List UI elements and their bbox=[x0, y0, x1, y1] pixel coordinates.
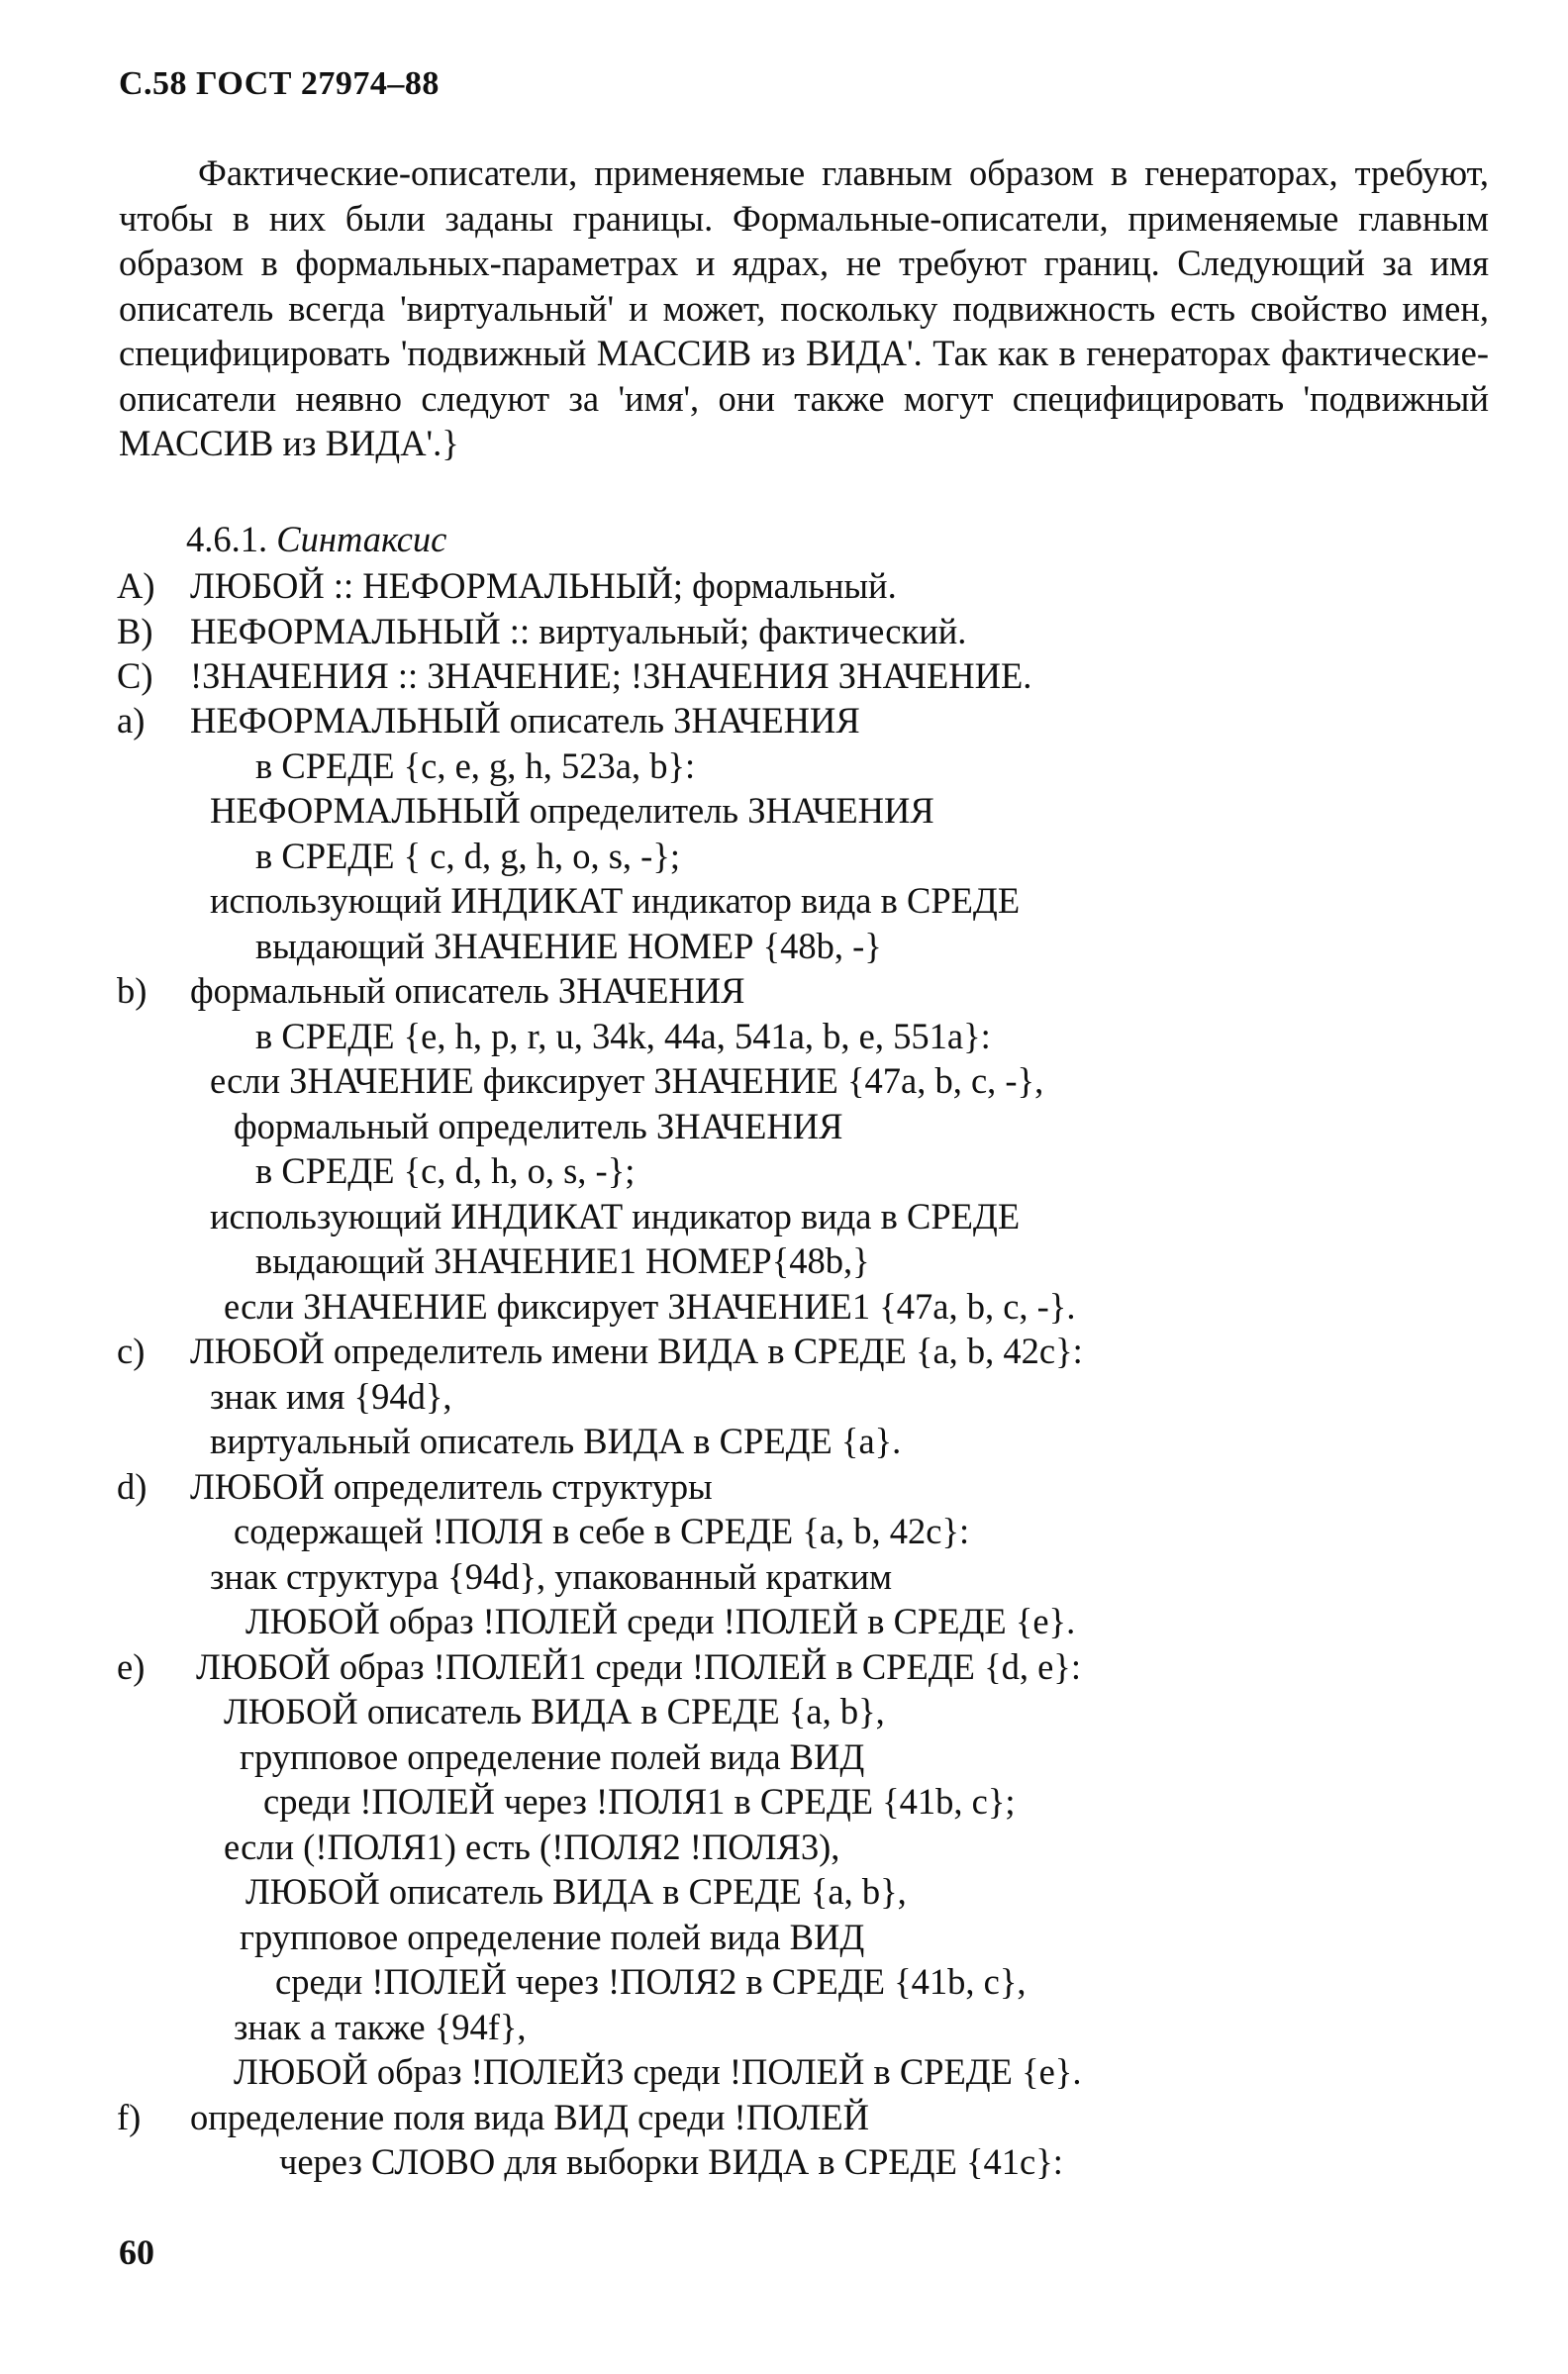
rule-label-c: c) bbox=[117, 1331, 146, 1371]
rule-b-line: если ЗНАЧЕНИЕ фиксирует ЗНАЧЕНИЕ1 {47a, b, c, -}. bbox=[224, 1286, 1076, 1327]
rule-e-line: ЛЮБОЙ описатель ВИДА в СРЕДЕ {a, b}, bbox=[224, 1691, 885, 1731]
rule-label-e: e) bbox=[117, 1646, 146, 1687]
rule-b-line: формальный определитель ЗНАЧЕНИЯ bbox=[234, 1106, 843, 1146]
rule-e-line: ЛЮБОЙ образ !ПОЛЕЙ3 среди !ПОЛЕЙ в СРЕДЕ {e}. bbox=[234, 2051, 1082, 2092]
rule-a-line: выдающий ЗНАЧЕНИЕ НОМЕР {48b, -} bbox=[255, 926, 882, 966]
rule-d-line: содержащей !ПОЛЯ в себе в СРЕДЕ {a, b, 42c}: bbox=[234, 1511, 970, 1551]
rule-b-line: в СРЕДЕ {e, h, p, r, u, 34k, 44a, 541a, b, e, 551a}: bbox=[255, 1016, 991, 1056]
rule-c-line: знак имя {94d}, bbox=[210, 1376, 452, 1417]
rule-e-line: групповое определение полей вида ВИД bbox=[240, 1917, 865, 1957]
rule-label-f: f) bbox=[117, 2097, 142, 2137]
rule-a-line: использующий ИНДИКАТ индикатор вида в СРЕДЕ bbox=[210, 880, 1021, 921]
rule-text-C: !ЗНАЧЕНИЯ :: ЗНАЧЕНИЕ; !ЗНАЧЕНИЯ ЗНАЧЕНИЕ. bbox=[190, 655, 1032, 696]
rule-a-line: в СРЕДЕ { c, d, g, h, o, s, -}; bbox=[255, 836, 680, 876]
section-number: 4.6.1. bbox=[186, 519, 268, 559]
rule-b-line: использующий ИНДИКАТ индикатор вида в СРЕДЕ bbox=[210, 1196, 1021, 1236]
rule-a-line: в СРЕДЕ {c, e, g, h, 523a, b}: bbox=[255, 745, 696, 786]
rule-label-A: A) bbox=[117, 565, 155, 606]
rule-e-line: среди !ПОЛЕЙ через !ПОЛЯ2 в СРЕДЕ {41b, c}, bbox=[275, 1961, 1027, 2002]
rule-b-line: выдающий ЗНАЧЕНИЕ1 НОМЕР{48b,} bbox=[255, 1240, 870, 1281]
section-heading bbox=[186, 517, 446, 562]
rule-text-B: НЕФОРМАЛЬНЫЙ :: виртуальный; фактический. bbox=[190, 611, 967, 651]
rule-f-line: через СЛОВО для выборки ВИДА в СРЕДЕ {41c}: bbox=[279, 2141, 1063, 2182]
rule-f-line: определение поля вида ВИД среди !ПОЛЕЙ bbox=[190, 2097, 870, 2137]
rule-c-line: виртуальный описатель ВИДА в СРЕДЕ {a}. bbox=[210, 1421, 902, 1461]
page-number: 60 bbox=[119, 2232, 154, 2272]
rule-b-line: формальный описатель ЗНАЧЕНИЯ bbox=[190, 970, 745, 1011]
rule-b-line: если ЗНАЧЕНИЕ фиксирует ЗНАЧЕНИЕ {47a, b, c, -}, bbox=[210, 1060, 1044, 1101]
rule-label-b: b) bbox=[117, 970, 147, 1011]
rule-b-line: в СРЕДЕ {c, d, h, o, s, -}; bbox=[255, 1150, 636, 1191]
rule-label-B: B) bbox=[117, 611, 153, 651]
rule-e-line: среди !ПОЛЕЙ через !ПОЛЯ1 в СРЕДЕ {41b, c}; bbox=[263, 1781, 1016, 1822]
rule-label-C: C) bbox=[117, 655, 153, 696]
rule-label-a: a) bbox=[117, 700, 146, 741]
rule-label-d: d) bbox=[117, 1466, 147, 1507]
page-header: С.58 ГОСТ 27974–88 bbox=[119, 65, 440, 102]
rule-e-line: знак а также {94f}, bbox=[234, 2007, 527, 2047]
section-title: Синтаксис bbox=[276, 519, 447, 559]
intro-paragraph: Фактические-описатели, применяемые главным образом в генераторах, требуют, чтобы в них были заданы границы. Формальные-описатели, применяемые главным образом в формальных-параметрах и ядрах, не требуют границ. Следующий за имя описатель всегда 'виртуальный' и может, поскольку подвижность есть свойство имен, специфицировать 'подвижный МАССИВ из ВИДА'. Так как в генераторах фактические-описатели неявно следуют за 'имя', они также могут специфицировать 'подвижный МАССИВ из ВИДА'.} bbox=[119, 152, 1489, 463]
rule-d-line: знак структура {94d}, упакованный кратким bbox=[210, 1556, 893, 1597]
rule-e-line: групповое определение полей вида ВИД bbox=[240, 1736, 865, 1777]
rule-e-line: ЛЮБОЙ описатель ВИДА в СРЕДЕ {a, b}, bbox=[245, 1871, 907, 1912]
rule-e-line: если (!ПОЛЯ1) есть (!ПОЛЯ2 !ПОЛЯ3), bbox=[224, 1827, 840, 1867]
rule-d-line: ЛЮБОЙ определитель структуры bbox=[190, 1466, 713, 1507]
rule-a-line: НЕФОРМАЛЬНЫЙ определитель ЗНАЧЕНИЯ bbox=[210, 790, 934, 831]
rule-a-line: НЕФОРМАЛЬНЫЙ описатель ЗНАЧЕНИЯ bbox=[190, 700, 860, 741]
rule-c-line: ЛЮБОЙ определитель имени ВИДА в СРЕДЕ {a, b, 42c}: bbox=[190, 1331, 1083, 1371]
rule-e-line: ЛЮБОЙ образ !ПОЛЕЙ1 среди !ПОЛЕЙ в СРЕДЕ {d, e}: bbox=[196, 1646, 1081, 1687]
rule-text-A: ЛЮБОЙ :: НЕФОРМАЛЬНЫЙ; формальный. bbox=[190, 565, 897, 606]
rule-d-line: ЛЮБОЙ образ !ПОЛЕЙ среди !ПОЛЕЙ в СРЕДЕ {e}. bbox=[245, 1601, 1076, 1641]
